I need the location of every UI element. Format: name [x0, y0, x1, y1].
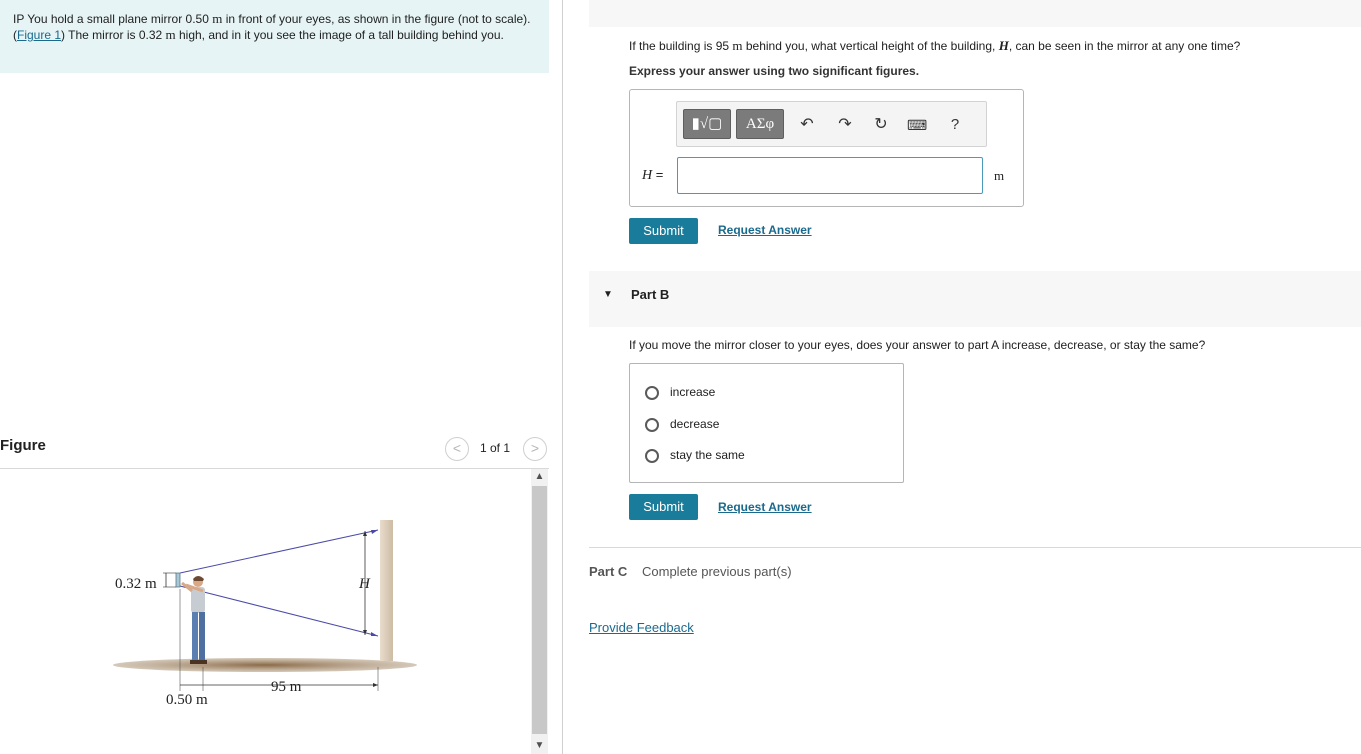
radio-button[interactable]	[645, 418, 659, 432]
figure-header	[0, 430, 549, 469]
provide-feedback-link[interactable]: Provide Feedback	[589, 620, 694, 635]
problem-text: ) The mirror is 0.32	[61, 28, 166, 42]
label-mirror-distance: 0.50 m	[166, 692, 208, 708]
help-icon[interactable]: ?	[950, 116, 960, 133]
unit-text: m	[212, 11, 223, 26]
undo-icon[interactable]: ↶	[800, 116, 814, 133]
figure-title: Figure	[0, 437, 46, 454]
answer-unit: m	[994, 168, 1005, 183]
part-b-header[interactable]	[589, 271, 1361, 327]
part-b-choices: increase decrease stay the same	[629, 363, 904, 483]
part-c-title: Part C	[589, 564, 628, 579]
light-ray	[180, 586, 378, 636]
figure-link[interactable]: Figure 1	[17, 28, 62, 42]
greek-symbols-button[interactable]: ΑΣφ	[736, 109, 784, 139]
problem-statement	[0, 0, 549, 73]
unit-text: m	[165, 27, 176, 42]
math-toolbar	[676, 101, 987, 147]
figure-image	[0, 469, 530, 754]
reset-icon[interactable]: ↻	[874, 116, 888, 133]
problem-text: in front of your eyes, as shown in the figure (not to scale). (	[13, 12, 531, 42]
next-figure-button[interactable]	[523, 437, 547, 461]
part-b-title: Part B	[631, 287, 670, 302]
mirror	[176, 573, 180, 587]
label-building-height: H	[359, 576, 370, 592]
templates-button[interactable]: ▮√▢	[683, 109, 731, 139]
person-figure	[182, 576, 207, 664]
keyboard-icon[interactable]: ⌨	[907, 117, 928, 133]
part-b-question: If you move the mirror closer to your eyes, does your answer to part A increase, decrease, or stay the same?	[629, 338, 1206, 352]
mirror-building-diagram	[0, 469, 530, 754]
part-c-divider	[589, 547, 1361, 548]
light-ray	[180, 530, 378, 573]
building-wall	[380, 520, 393, 661]
pane-divider	[562, 0, 563, 754]
part-a-request-answer-link[interactable]: Request Answer	[718, 223, 812, 237]
part-a-header	[589, 0, 1361, 27]
chevron-right-icon: >	[530, 440, 540, 456]
arrow-head	[371, 530, 378, 534]
previous-figure-button[interactable]	[445, 437, 469, 461]
label-mirror-height: 0.32 m	[115, 576, 157, 592]
answer-variable-label: H =	[642, 167, 664, 183]
arrow-head	[371, 632, 378, 636]
scrollbar-thumb[interactable]	[532, 486, 547, 734]
redo-icon[interactable]: ↷	[838, 116, 852, 133]
radio-button[interactable]	[645, 386, 659, 400]
ground	[113, 658, 417, 672]
chevron-left-icon: <	[452, 440, 462, 456]
part-b-submit-button[interactable]: Submit	[629, 494, 698, 520]
problem-text: high, and in it you see the image of a tall building behind you.	[175, 28, 504, 42]
label-distance: 95 m	[271, 679, 302, 695]
answer-box	[629, 89, 1024, 207]
part-c-status: Complete previous part(s)	[642, 564, 792, 579]
left-pane	[0, 0, 562, 754]
figure-scrollbar[interactable]	[531, 469, 548, 754]
part-b-request-answer-link[interactable]: Request Answer	[718, 500, 812, 514]
unit-text: m	[732, 38, 743, 53]
radio-button[interactable]	[645, 449, 659, 463]
answer-input[interactable]	[677, 157, 983, 194]
figure-pager-count: 1 of 1	[480, 441, 511, 455]
part-a-question: If the building is 95 m behind you, what vertical height of the building, H, can be seen in the mirror at any one time?	[629, 38, 1241, 53]
scroll-up-arrow-icon[interactable]: ▲	[534, 471, 545, 482]
scroll-down-arrow-icon[interactable]: ▼	[534, 740, 545, 751]
variable-h: H	[998, 38, 1009, 53]
part-a-submit-button[interactable]: Submit	[629, 218, 698, 244]
part-a-instruction: Express your answer using two significant figures.	[629, 64, 920, 78]
problem-text: IP You hold a small plane mirror 0.50	[13, 12, 213, 26]
collapse-caret-icon[interactable]: ▼	[603, 289, 613, 300]
